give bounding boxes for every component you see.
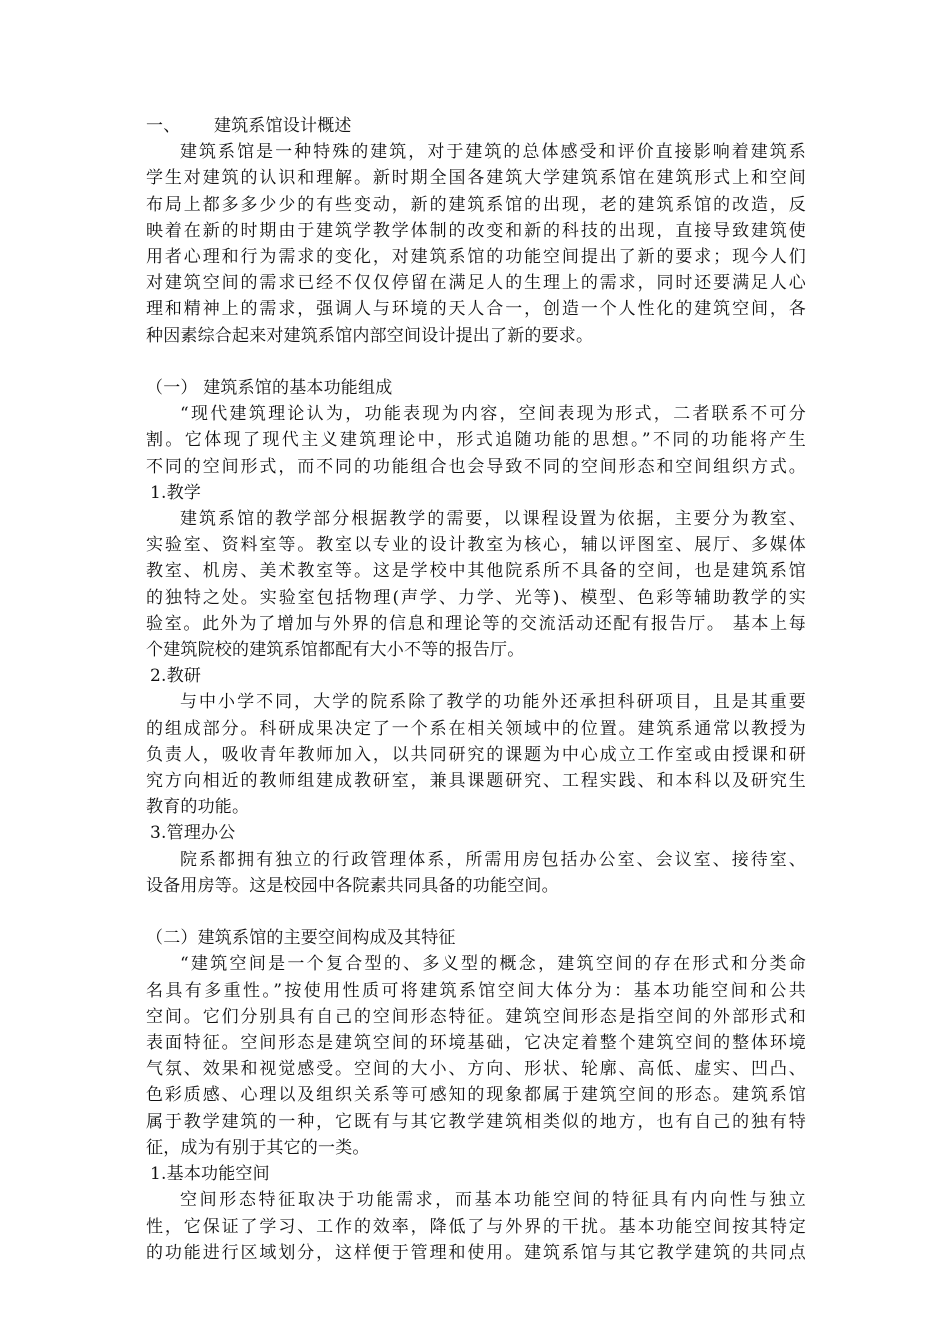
paragraph-line: 空间。它们分别具有自己的空间形态特征。建筑空间形态是指空间的外部形式和 [146,1006,806,1027]
item-title: 1.基本功能空间 [150,1164,270,1185]
paragraph-line: 用者心理和行为需求的变化，对建筑系馆的功能空间提出了新的要求；现今人们 [146,247,806,268]
paragraph-line: 教育的功能。 [146,797,250,818]
paragraph-line: 种因素综合起来对建筑系馆内部空间设计提出了新的要求。 [146,325,594,346]
paragraph-line: 名具有多重性。”按使用性质可将建筑系馆空间大体分为：基本功能空间和公共 [146,980,806,1001]
paragraph-line: 验室。此外为了增加与外界的信息和理论等的交流活动还配有报告厅。 基本上每 [146,613,806,634]
paragraph-line: “建筑空间是一个复合型的、多义型的概念，建筑空间的存在形式和分类命 [180,954,806,975]
paragraph-line: 色彩质感、心理以及组织关系等可感知的现象都属于建筑空间的形态。建筑系馆 [146,1085,806,1106]
paragraph-line: 的独特之处。实验室包括物理(声学、力学、光等)、模型、色彩等辅助教学的实 [146,587,806,608]
section-number: 一、 [146,116,181,136]
paragraph-line: 的组成部分。科研成果决定了一个系在相关领域中的位置。建筑系通常以教授为 [146,718,806,739]
paragraph-line: 与中小学不同，大学的院系除了教学的功能外还承担科研项目，且是其重要 [180,692,806,713]
paragraph-line: 对建筑空间的需求已经不仅仅停留在满足人的生理上的需求，同时还要满足人心 [146,273,806,294]
paragraph-line: 空间形态特征取决于功能需求，而基本功能空间的特征具有内向性与独立 [180,1190,806,1211]
paragraph-line: “现代建筑理论认为，功能表现为内容，空间表现为形式，二者联系不可分 [180,404,806,425]
paragraph-line: 属于教学建筑的一种，它既有与其它教学建筑相类似的地方，也有自己的独有特 [146,1111,806,1132]
item-title: 2.教研 [150,666,202,687]
paragraph-line: 映着在新的时期由于建筑学教学体制的改变和新的科技的出现，直接导致建筑使 [146,220,806,241]
item-title: 3.管理办公 [150,823,236,844]
paragraph-line: 学生对建筑的认识和理解。新时期全国各建筑大学建筑系馆在建筑形式上和空间 [146,168,806,189]
section-title: 建筑系馆设计概述 [214,116,352,136]
paragraph-line: 设备用房等。这是校园中各院素共同具备的功能空间。 [146,875,559,896]
paragraph-line: 教室、机房、美术教室等。这是学校中其他院系所不具备的空间，也是建筑系馆 [146,561,806,582]
paragraph-line: 建筑系馆的教学部分根据教学的需要，以课程设置为依据，主要分为教室、 [180,509,806,530]
subsection-title: （二）建筑系馆的主要空间构成及其特征 [146,928,456,949]
subsection-title: （一） 建筑系馆的基本功能组成 [146,378,393,399]
paragraph-line: 究方向相近的教师组建成教研室，兼具课题研究、工程实践、和本科以及研究生 [146,771,806,792]
paragraph-line: 布局上都多多少少的有些变动，新的建筑系馆的出现，老的建筑系馆的改造，反 [146,194,806,215]
paragraph-line: 性，它保证了学习、工作的效率，降低了与外界的干扰。基本功能空间按其特定 [146,1216,806,1237]
blank-line [146,349,806,375]
section-heading [146,113,806,139]
paragraph-line: 表面特征。空间形态是建筑空间的环境基础，它决定着整个建筑空间的整体环境 [146,1033,806,1054]
blank-line [146,899,806,925]
paragraph-line: 负责人，吸收青年教师加入，以共同研究的课题为中心成立工作室或由授课和研 [146,744,806,765]
paragraph-line: 征，成为有别于其它的一类。 [146,1137,370,1158]
paragraph-line: 实验室、资料室等。教室以专业的设计教室为核心，辅以评图室、展厅、多媒体 [146,535,806,556]
document-page [146,113,806,1266]
paragraph-line: 个建筑院校的建筑系馆都配有大小不等的报告厅。 [146,640,525,661]
item-title: 1.教学 [150,482,202,503]
paragraph-line: 建筑系馆是一种特殊的建筑，对于建筑的总体感受和评价直接影响着建筑系 [180,142,806,163]
paragraph-line: 气氛、效果和视觉感受。空间的大小、方向、形状、轮廓、高低、虚实、凹凸、 [146,1059,806,1080]
paragraph-line: 院系都拥有独立的行政管理体系，所需用房包括办公室、会议室、接待室、 [180,849,806,870]
paragraph-line: 理和精神上的需求，强调人与环境的天人合一，创造一个人性化的建筑空间，各 [146,299,806,320]
paragraph-line: 的功能进行区域划分，这样便于管理和使用。建筑系馆与其它教学建筑的共同点 [146,1242,806,1263]
paragraph-line: 不同的空间形式，而不同的功能组合也会导致不同的空间形态和空间组织方式。 [146,456,806,477]
paragraph-line: 割。它体现了现代主义建筑理论中，形式追随功能的思想。”不同的功能将产生 [146,430,806,451]
